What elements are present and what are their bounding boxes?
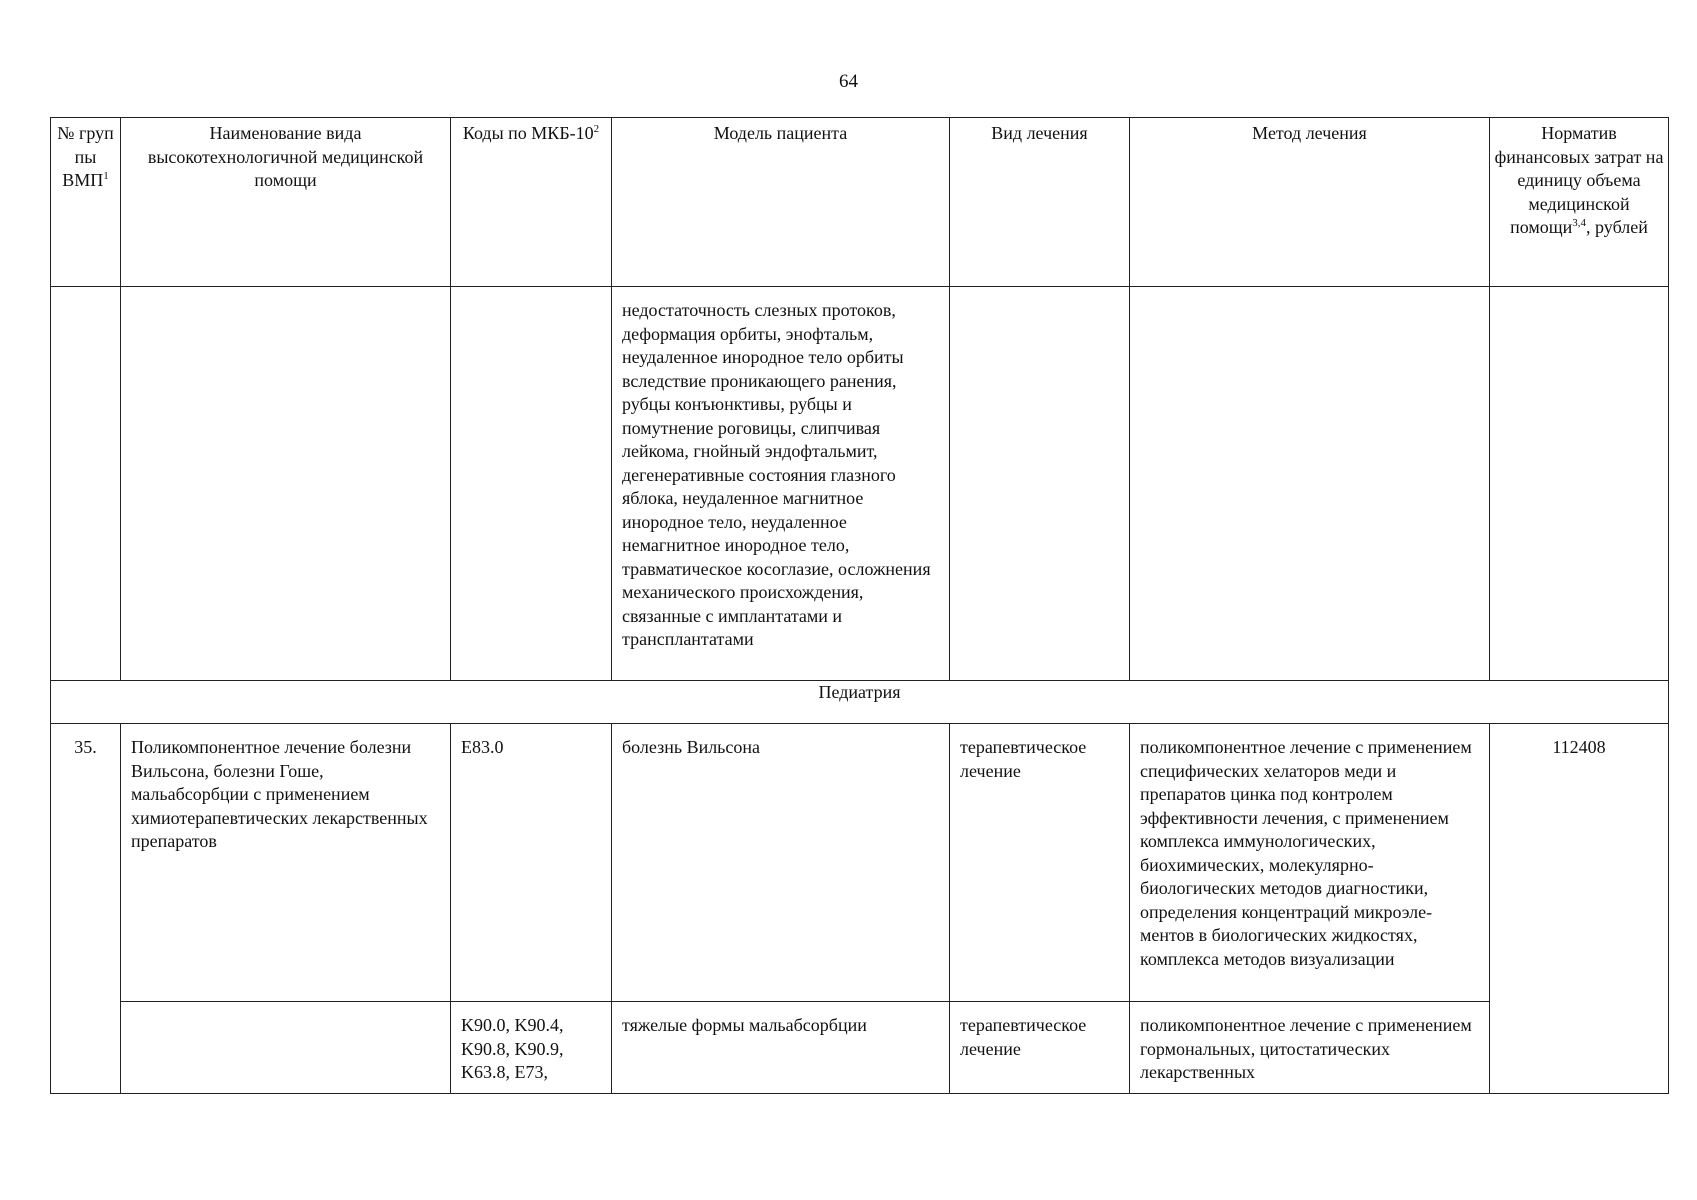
table-cell (51, 287, 121, 681)
vmp-table (50, 117, 1669, 1094)
treatment-method-cell: поликомпонентное лечение с применением специфических хелаторов меди и препаратов цинка под контролем эффективности лечения, с применением комплекса иммунологических, биохимических, молекулярно-биологических методов диагностики, определения концентраций микроэле-ментов в биологических жидкостях, комплекса методов визуализации (1130, 724, 1490, 1002)
patient-model-cell: тяжелые формы мальабсорбции (612, 1002, 950, 1094)
treatment-type-cell: терапевтическое лечение (950, 1002, 1130, 1094)
table-cell (121, 287, 451, 681)
table-row (51, 1002, 1669, 1094)
table-cell (950, 287, 1130, 681)
table-cell (1130, 287, 1490, 681)
section-row (51, 681, 1669, 724)
patient-model-cell: недостаточность слезных протоков, деформация орбиты, энофтальм, неудаленное инородное тело орбиты вследствие проникающего ранения, рубцы конъюнктивы, рубцы и помутнение роговицы, слипчивая лейкома, гнойный эндофтальмит, дегенеративные состояния глазного яблока, неудаленное магнитное инородное тело, неудаленное немагнитное инородное тело, травматическое косоглазие, осложнения механического происхождения, связанные с имплантатами и трансплантатами (612, 287, 950, 681)
icd-codes-cell: E83.0 (451, 724, 612, 1002)
group-number-cell: 35. (51, 724, 121, 1094)
header-vmp-name: Наименование вида высокотехнологичной медицинской помощи (121, 118, 451, 287)
icd-codes-cell: K90.0, K90.4, K90.8, K90.9, K63.8, E73, (451, 1002, 612, 1094)
header-row (51, 118, 1669, 287)
treatment-type-cell: терапевтическое лечение (950, 724, 1130, 1002)
header-cost-norm: Норматив финансовых затрат на единицу объема медицинской помощи$^{3,4}$, рублей (1490, 118, 1669, 287)
cost-norm-cell: 112408 (1490, 724, 1669, 1094)
header-treatment-type: Вид лечения (950, 118, 1130, 287)
treatment-method-cell: поликомпонентное лечение с применением гормональных, цитостатических лекарственных (1130, 1002, 1490, 1094)
continuation-row (51, 287, 1669, 681)
section-title: Педиатрия (51, 681, 1669, 724)
page-number: 64 (839, 71, 858, 92)
header-treatment-method: Метод лечения (1130, 118, 1490, 287)
table-cell (451, 287, 612, 681)
table-row (51, 724, 1669, 1002)
header-group-number: № груп пы ВМП$^1$ (51, 118, 121, 287)
vmp-name-cell: Поликомпонентное лечение болезни Вильсона, болезни Гоше, мальабсорбции с применением химиотерапевтических лекарственных препаратов (121, 724, 451, 1002)
table-cell (1490, 287, 1669, 681)
header-icd-codes: Коды по МКБ-$10^2$ (451, 118, 612, 287)
patient-model-cell: болезнь Вильсона (612, 724, 950, 1002)
vmp-name-cell (121, 1002, 451, 1094)
header-patient-model: Модель пациента (612, 118, 950, 287)
